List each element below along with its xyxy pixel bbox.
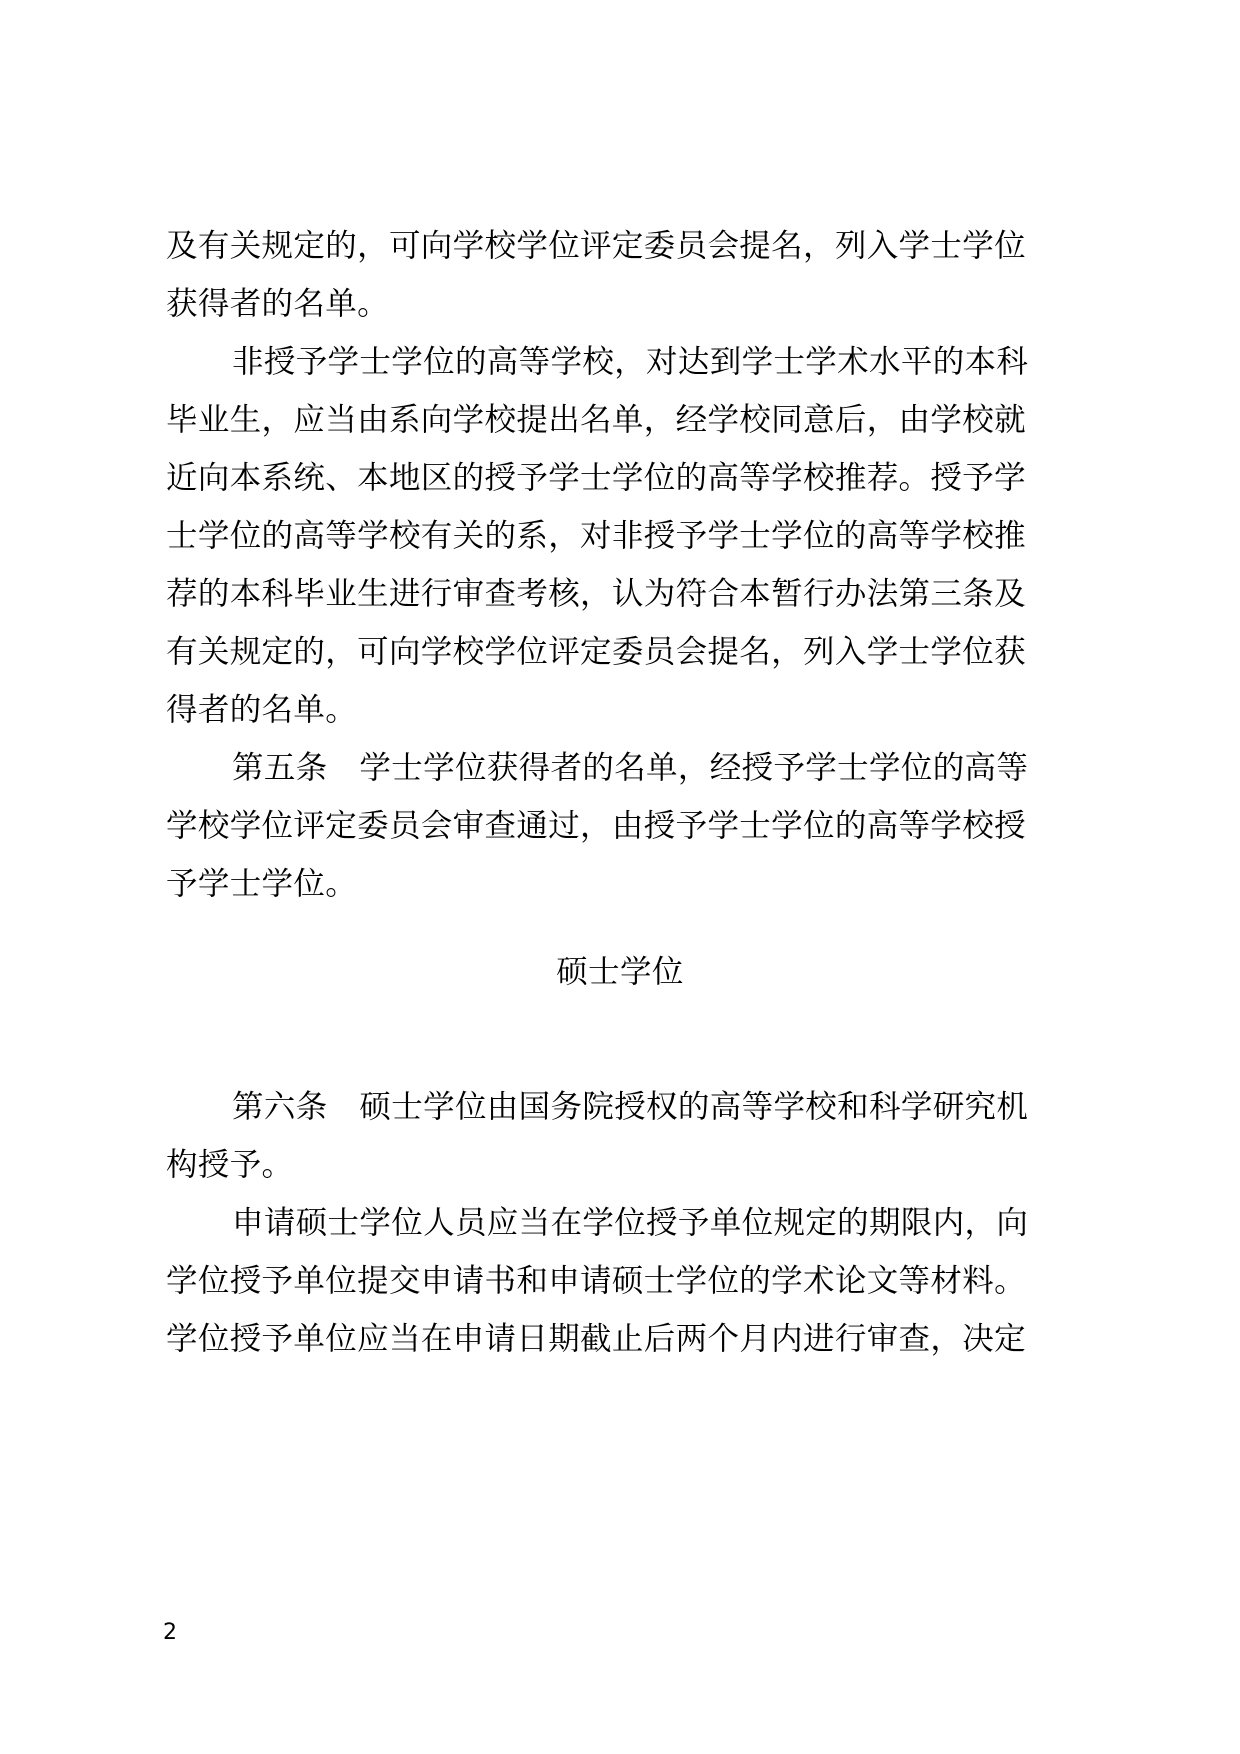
body-text-line: 构授予。 (166, 1147, 294, 1183)
body-text-line: 士学位的高等学校有关的系，对非授予学士学位的高等学校推 (166, 518, 1026, 554)
article-6-first-line: 第六条 硕士学位由国务院授权的高等学校和科学研究机 (232, 1089, 1029, 1125)
section-heading: 硕士学位 (556, 954, 684, 990)
body-text-line: 学校学位评定委员会审查通过，由授予学士学位的高等学校授 (166, 808, 1026, 844)
body-text-line: 学位授予单位提交申请书和申请硕士学位的学术论文等材料。 (166, 1263, 1026, 1299)
body-text-line: 予学士学位。 (166, 866, 358, 902)
body-text-line: 获得者的名单。 (166, 286, 389, 322)
paragraph-first-line: 非授予学士学位的高等学校，对达到学士学术水平的本科 (232, 344, 1029, 380)
body-text-line: 有关规定的，可向学校学位评定委员会提名，列入学士学位获 (166, 634, 1026, 670)
body-text-line: 荐的本科毕业生进行审查考核，认为符合本暂行办法第三条及 (166, 576, 1026, 612)
page-number: 2 (163, 1620, 177, 1645)
body-text-line: 毕业生，应当由系向学校提出名单，经学校同意后，由学校就 (166, 402, 1026, 438)
body-text-line: 及有关规定的，可向学校学位评定委员会提名，列入学士学位 (166, 228, 1026, 264)
body-text-line: 近向本系统、本地区的授予学士学位的高等学校推荐。授予学 (166, 460, 1026, 496)
body-text-line: 得者的名单。 (166, 692, 358, 728)
paragraph-first-line: 申请硕士学位人员应当在学位授予单位规定的期限内，向 (232, 1205, 1029, 1241)
article-5-first-line: 第五条 学士学位获得者的名单，经授予学士学位的高等 (232, 750, 1029, 786)
body-text-line: 学位授予单位应当在申请日期截止后两个月内进行审查，决定 (166, 1321, 1026, 1357)
